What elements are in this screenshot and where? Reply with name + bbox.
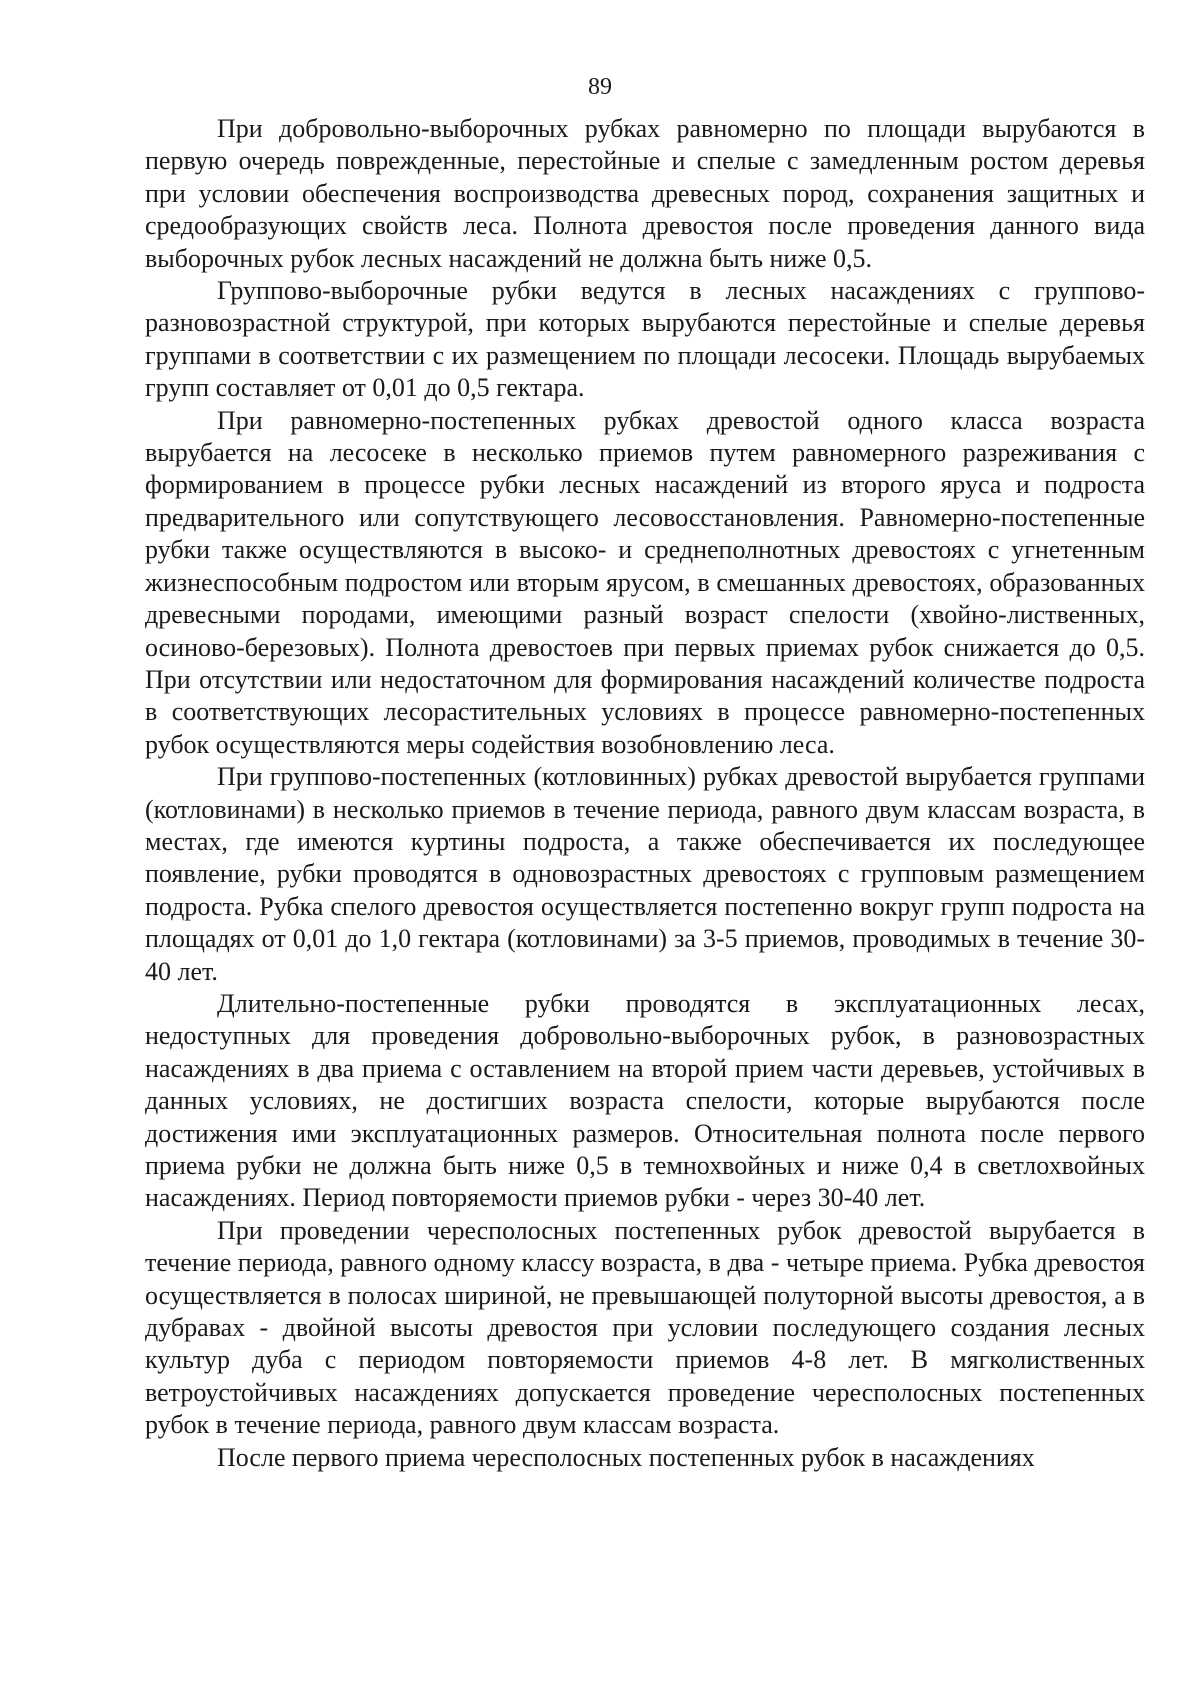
paragraph-strip-gradual-cutting: При проведении чересполосных постепенных рубок древостой вырубается в течение периода, равного одному классу возраста, в два - четыре приема. Рубка древостоя осуществляется в полосах шириной, не превышающей полуторной высоты древостоя, а в дубравах - двойной высоты древостоя при условии последующего создания лесных культур дуба с периодом повторяемости приемов 4-8 лет. В мягколиственных ветроустойчивых насаждениях допускается проведение чересполосных постепенных рубок в течение периода, равного двум классам возраста. <box>145 1215 1145 1440</box>
paragraph-long-term-gradual-cutting: Длительно-постепенные рубки проводятся в эксплуатационных лесах, недоступных для проведения добровольно-выборочных рубок, в разновозрастных насаждениях в два приема с оставлением на второй прием части деревьев, устойчивых в данных условиях, не достигших возраста спелости, которые вырубаются после достижения ими эксплуатационных размеров. Относительная полнота после первого приема рубки не должна быть ниже 0,5 в темнохвойных и ниже 0,4 в светлохвойных насаждениях. Период повторяемости приемов рубки - через 30-40 лет. <box>145 988 1145 1213</box>
paragraph-after-first-stage: После первого приема чересполосных постепенных рубок в насаждениях <box>217 1442 1035 1472</box>
paragraph-selective-cutting: При добровольно-выборочных рубках равномерно по площади вырубаются в первую очередь поврежденные, перестойные и спелые с замедленным ростом деревья при условии обеспечения воспроизводства древесных пород, сохранения защитных и средообразующих свойств леса. Полнота древостоя после проведения данного вида выборочных рубок лесных насаждений не должна быть ниже 0,5. <box>145 114 1145 273</box>
paragraph-uniform-gradual-cutting: При равномерно-постепенных рубках древостой одного класса возраста вырубается на лесосеке в несколько приемов путем равномерного разреживания с формированием в процессе рубки лесных насаждений из второго яруса и подроста предварительного или сопутствующего лесовосстановления. Равномерно-постепенные рубки также осуществляются в высоко- и среднеполнотных древостоях с угнетенным жизнеспособным подростом или вторым ярусом, в смешанных древостоях, образованных древесными породами, имеющими разный возраст спелости (хвойно-лиственных, осиново-березовых). Полнота древостоев при первых приемах рубок снижается до 0,5. При отсутствии или недостаточном для формирования насаждений количестве подроста в соответствующих лесорастительных условиях в процессе равномерно-постепенных рубок осуществляются меры содействия возобновлению леса. <box>145 405 1145 759</box>
paragraph-group-gradual-cutting: При группово-постепенных (котловинных) рубках древостой вырубается группами (котловинами) в несколько приемов в течение периода, равного двум классам возраста, в местах, где имеются куртины подроста, а также обеспечивается их последующее появление, рубки проводятся в одновозрастных древостоях с групповым размещением подроста. Рубка спелого древостоя осуществляется постепенно вокруг групп подроста на площадях от 0,01 до 1,0 гектара (котловинами) за 3-5 приемов, проводимых в течение 30-40 лет. <box>145 762 1145 986</box>
page-number: 89 <box>588 74 612 100</box>
paragraph-group-selective-cutting: Группово-выборочные рубки ведутся в лесных насаждениях с группово-разновозрастной структурой, при которых вырубаются перестойные и спелые деревья группами в соответствии с их размещением по площади лесосеки. Площадь вырубаемых групп составляет от 0,01 до 0,5 гектара. <box>145 276 1145 403</box>
document-body <box>145 113 1145 1474</box>
